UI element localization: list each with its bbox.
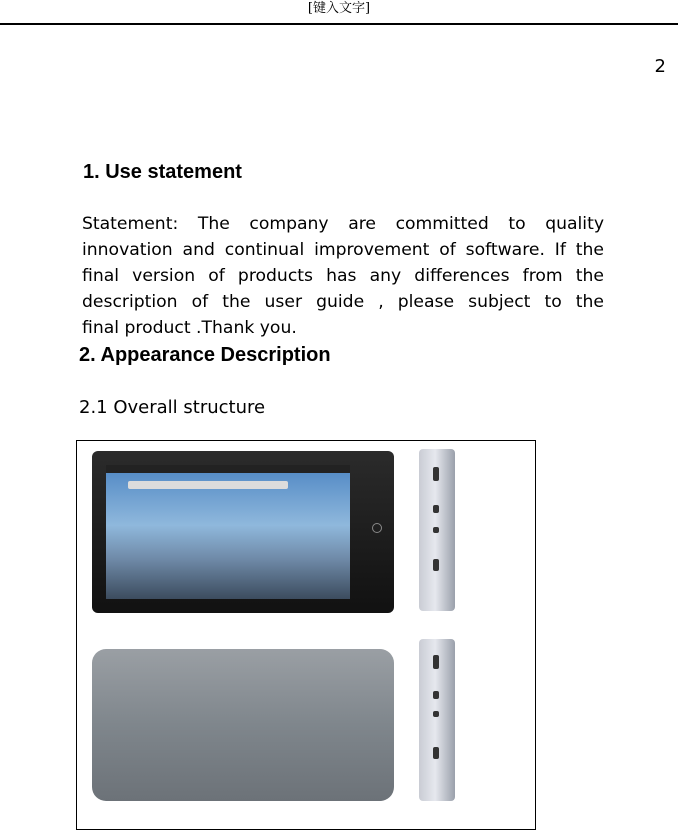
tablet-screen bbox=[106, 465, 350, 599]
section-title-appearance: 2. Appearance Description bbox=[79, 344, 331, 366]
port-icon bbox=[433, 527, 439, 533]
statement-line: Statement: The company are committed to quality bbox=[82, 214, 604, 234]
statement-line: the final version of products has any differences from bbox=[82, 240, 604, 286]
statement-line: the description of the user guide , please subject to the bbox=[82, 266, 604, 312]
port-icon bbox=[433, 559, 439, 571]
statement-paragraph bbox=[82, 211, 604, 341]
status-bar bbox=[106, 465, 350, 473]
subsection-title: 2.1 Overall structure bbox=[79, 397, 266, 418]
port-icon bbox=[433, 711, 439, 717]
page-header: [键入文字] bbox=[307, 1, 371, 16]
section-title-use-statement: 1. Use statement bbox=[83, 161, 242, 183]
search-bar bbox=[128, 481, 288, 489]
page-number: 2 bbox=[654, 56, 666, 77]
port-icon bbox=[433, 655, 439, 669]
tablet-side-photo-2 bbox=[419, 639, 455, 801]
home-button-icon bbox=[372, 523, 382, 533]
statement-line: innovation and continual improvement of software. If bbox=[82, 240, 566, 260]
port-icon bbox=[433, 747, 439, 759]
tablet-front-photo bbox=[92, 451, 394, 613]
port-icon bbox=[433, 691, 439, 699]
tablet-side-photo bbox=[419, 449, 455, 611]
port-icon bbox=[433, 505, 439, 513]
header-rule bbox=[0, 23, 678, 25]
statement-line: final product .Thank you. bbox=[82, 318, 297, 338]
port-icon bbox=[433, 467, 439, 481]
tablet-back-photo bbox=[92, 649, 394, 801]
device-figure bbox=[76, 440, 536, 830]
